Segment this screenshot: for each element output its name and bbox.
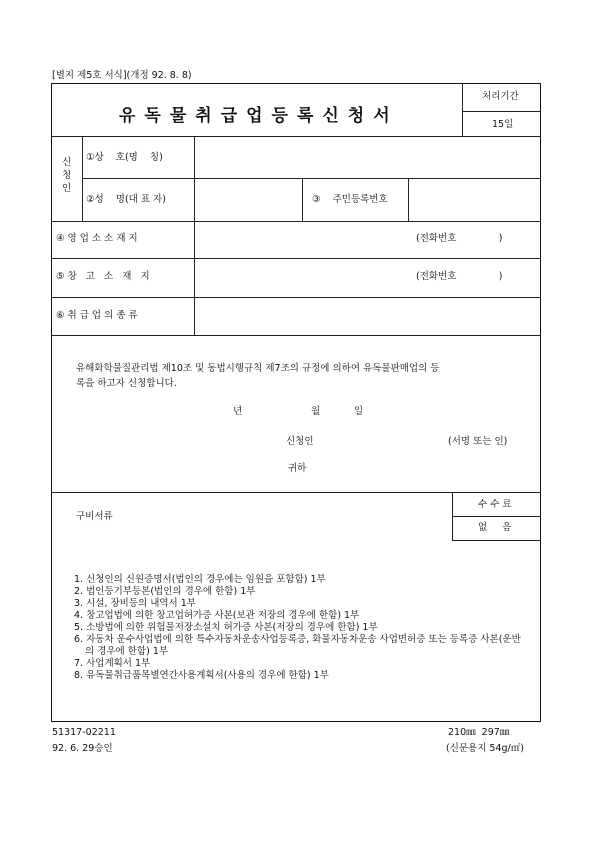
date-month-label: 월 (311, 406, 321, 417)
list-item: 5. 소방법에 의한 위험물저장소설치 허가증 사본(저장의 경우에 한함) 1부 (74, 622, 378, 633)
statement-line-2: 록을 하고자 신청합니다. (76, 378, 177, 389)
documents-list (74, 574, 525, 682)
resident-number-label: ③ 주민등록번호 (312, 194, 388, 205)
divider (194, 136, 195, 335)
divider (82, 136, 83, 221)
divider (462, 83, 463, 136)
form-header-note: [별지 제5호 서식](개정 92. 8. 8) (52, 70, 192, 81)
representative-field[interactable] (197, 181, 299, 218)
form-number: 51317-02211 (52, 727, 116, 738)
approval-date: 92. 6. 29승인 (52, 743, 113, 754)
date-year-label: 년 (233, 406, 243, 417)
fee-label: 수 수 료 (478, 499, 512, 510)
list-item: 7. 사업계획서 1부 (74, 658, 151, 669)
warehouse-address-label: ⑤ 창 고 소 재 지 (56, 271, 150, 282)
divider (452, 492, 453, 540)
list-item: 8. 유독물취급품목별연간사용계획서(사용의 경우에 한함) 1부 (74, 670, 329, 681)
business-name-field[interactable] (197, 139, 537, 175)
divider (51, 258, 541, 259)
divider (51, 492, 541, 493)
divider (51, 221, 541, 222)
handling-type-label: ⑥ 취 급 업 의 종 류 (56, 310, 138, 321)
divider (82, 178, 541, 179)
list-item: 3. 시설, 장비등의 내역서 1부 (74, 598, 196, 609)
divider (462, 111, 541, 112)
divider (51, 136, 541, 137)
divider (408, 178, 409, 221)
resident-number-field[interactable] (411, 181, 538, 218)
documents-label: 구비서류 (76, 511, 113, 522)
date-day-label: 일 (354, 406, 364, 417)
signature-label: (서명 또는 인) (448, 436, 508, 447)
representative-label: ②성 명(대 표 자) (86, 194, 166, 205)
divider (51, 335, 541, 336)
divider (452, 516, 541, 517)
processing-period-value: 15일 (492, 119, 514, 130)
list-item: 6. 자동차 운수사업법에 의한 특수자동차운송사업등록증, 화물자동차운송 사업면허증 또는 등록증 사본(운반의 경우에 한함) 1부 (74, 634, 521, 657)
applicant-sign-label: 신청인 (286, 436, 314, 447)
phone-label: (전화번호 ) (416, 271, 503, 282)
paper-size: 210㎜ 297㎜ (448, 727, 510, 738)
applicant-section-label: 신 청 인 (62, 157, 72, 194)
list-item: 2. 법인등기부등본(법인의 경우에 한함) 1부 (74, 586, 256, 597)
list-item: 1. 신청인의 신원증명서(법인의 경우에는 임원을 포함함) 1부 (74, 574, 326, 585)
handling-type-field[interactable] (197, 300, 537, 332)
processing-period-label: 처리기간 (482, 91, 519, 102)
business-address-label: ④ 영 업 소 소 재 지 (56, 233, 138, 244)
fee-value: 없 음 (478, 522, 512, 533)
addressee-label: 귀하 (288, 463, 307, 474)
phone-label: (전화번호 ) (416, 233, 503, 244)
divider (302, 178, 303, 221)
list-item: 4. 창고업법에 의한 창고업허가증 사본(보관 저장의 경우에 한함) 1부 (74, 610, 360, 621)
business-name-label: ①상 호(명 칭) (86, 152, 163, 163)
divider (452, 540, 541, 541)
paper-type: (신문용지 54g/㎡) (446, 743, 524, 754)
form-title: 유독물취급업등록신청서 (119, 106, 399, 126)
statement-line-1: 유해화학물질관리법 제10조 및 동법시행규칙 제7조의 규정에 의하여 유독물판매업의 등 (76, 363, 440, 374)
divider (51, 297, 541, 298)
